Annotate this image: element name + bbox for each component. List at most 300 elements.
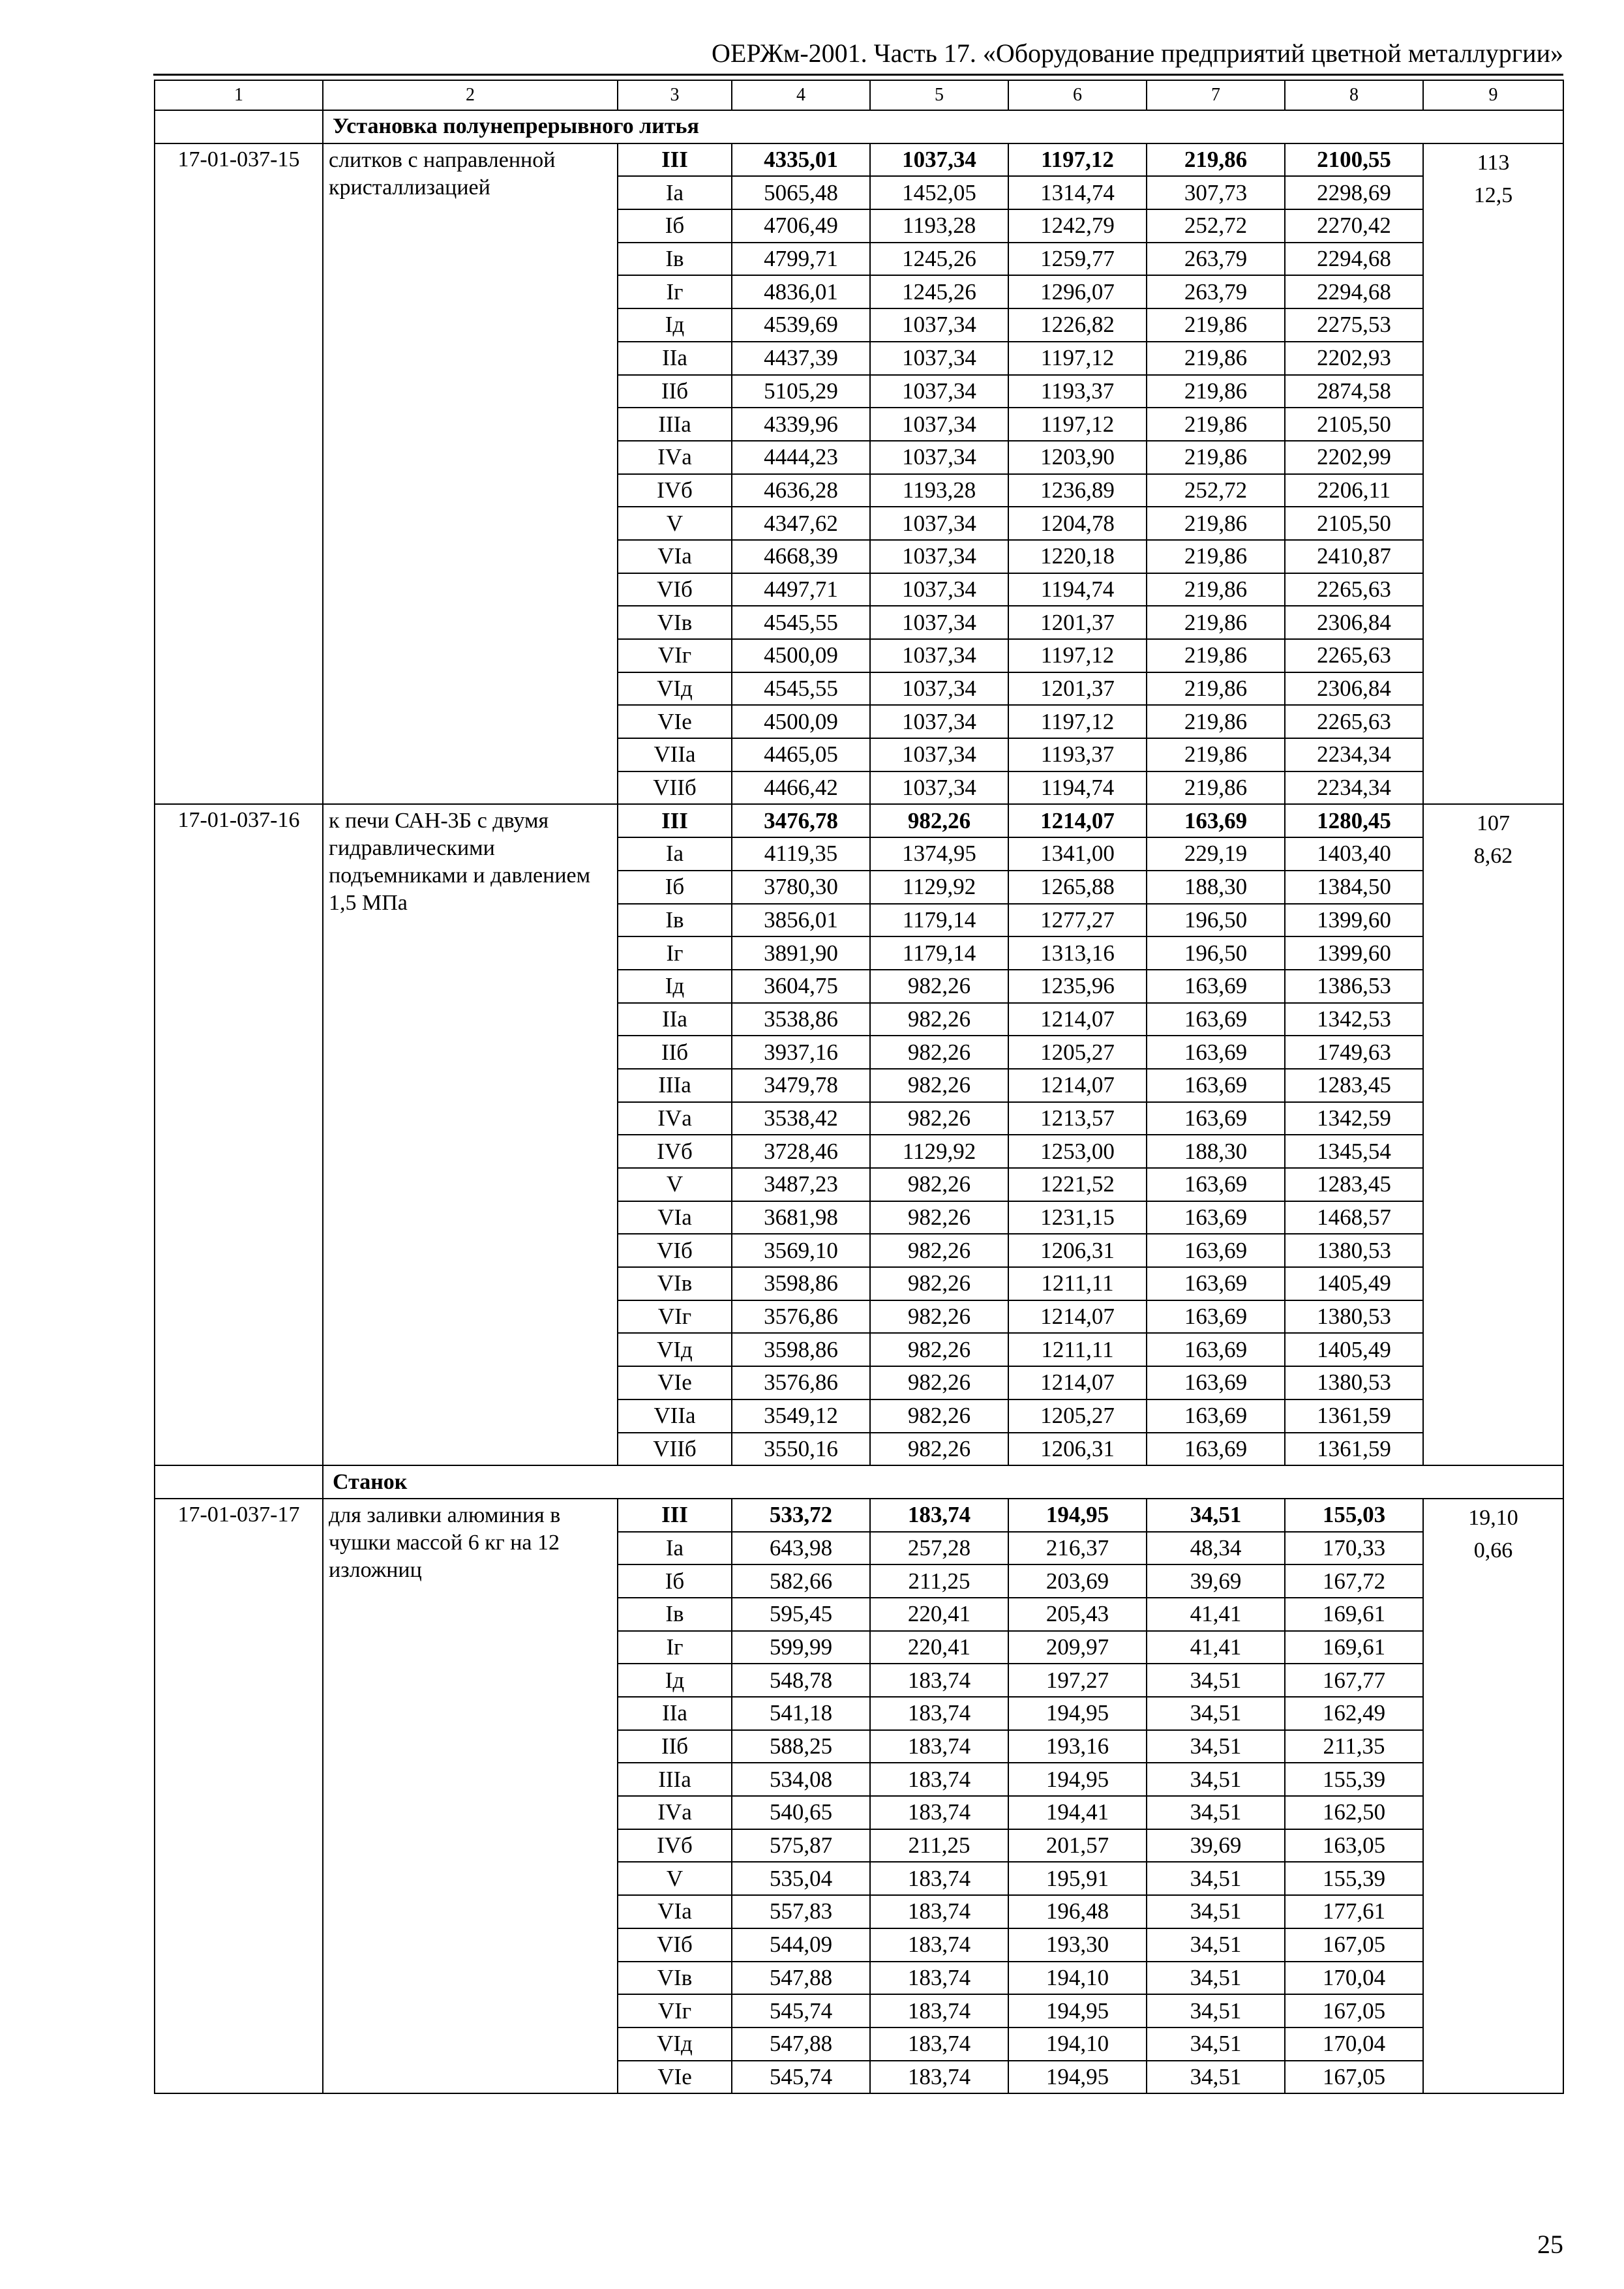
value-cell: 1380,53 [1285,1300,1423,1334]
value-cell: 1374,95 [870,837,1008,871]
value-cell: 595,45 [732,1598,870,1631]
value-cell: 1468,57 [1285,1201,1423,1234]
value-cell: 1197,12 [1008,408,1147,441]
value-cell: 544,09 [732,1928,870,1962]
value-cell: 3487,23 [732,1168,870,1201]
value-cell: 169,61 [1285,1631,1423,1664]
value-cell: 1197,12 [1008,342,1147,375]
value-cell: 982,26 [870,1069,1008,1102]
value-cell: 194,95 [1008,1763,1147,1796]
column-number: 9 [1423,80,1563,110]
value-cell: 643,98 [732,1532,870,1565]
value-cell: 209,97 [1008,1631,1147,1664]
value-cell: 4799,71 [732,243,870,276]
value-cell: 1179,14 [870,936,1008,970]
value-cell: 1197,12 [1008,705,1147,738]
value-cell: 163,69 [1147,1036,1285,1069]
position-code: 17-01-037-15 [155,143,323,805]
position-name: для заливки алюминия в чушки массой 6 кг на 12 изложниц [323,1499,618,2093]
value-cell: 547,88 [732,1962,870,1995]
section-title: Установка полунепрерывного литья [323,110,1563,143]
value-cell: 1749,63 [1285,1036,1423,1069]
value-cell: 3569,10 [732,1234,870,1267]
value-cell: 3538,86 [732,1003,870,1036]
value-cell: 4466,42 [732,771,870,805]
value-cell: 183,74 [870,1499,1008,1532]
value-cell: 3891,90 [732,936,870,970]
value-cell: 3550,16 [732,1433,870,1466]
value-cell: 1201,37 [1008,606,1147,639]
value-cell: 1452,05 [870,176,1008,209]
value-cell: 183,74 [870,1862,1008,1895]
value-cell: 183,74 [870,1994,1008,2027]
value-cell: 1193,28 [870,209,1008,243]
zone-cell: IVб [618,1829,732,1863]
value-cell: 534,08 [732,1763,870,1796]
value-cell: 307,73 [1147,176,1285,209]
value-cell: 1193,37 [1008,738,1147,771]
zone-cell: IVа [618,441,732,474]
value-cell: 1037,34 [870,573,1008,606]
zone-cell: IIIа [618,1763,732,1796]
value-cell: 2105,50 [1285,507,1423,540]
value-cell: 183,74 [870,1730,1008,1763]
value-cell: 1037,34 [870,375,1008,408]
value-cell: 1194,74 [1008,771,1147,805]
value-cell: 982,26 [870,1399,1008,1433]
value-cell: 3856,01 [732,904,870,937]
column-9-value: 113 [1477,150,1510,175]
column-9-cell [1423,143,1563,805]
column-9-value: 107 [1477,811,1510,836]
value-cell: 34,51 [1147,1499,1285,1532]
zone-cell: VIв [618,1267,732,1300]
value-cell: 183,74 [870,1962,1008,1995]
value-cell: 163,69 [1147,1433,1285,1466]
zone-cell: VIа [618,540,732,573]
value-cell: 4437,39 [732,342,870,375]
value-cell: 1179,14 [870,904,1008,937]
value-cell: 183,74 [870,1796,1008,1829]
value-cell: 1226,82 [1008,308,1147,342]
value-cell: 3598,86 [732,1267,870,1300]
value-cell: 163,69 [1147,1102,1285,1135]
value-cell: 211,25 [870,1564,1008,1598]
value-cell: 4339,96 [732,408,870,441]
value-cell: 2234,34 [1285,771,1423,805]
value-cell: 219,86 [1147,738,1285,771]
zone-cell: IIIа [618,1069,732,1102]
zone-cell: IVб [618,474,732,507]
value-cell: 1221,52 [1008,1168,1147,1201]
value-cell: 39,69 [1147,1829,1285,1863]
value-cell: 2410,87 [1285,540,1423,573]
value-cell: 219,86 [1147,705,1285,738]
value-cell: 2306,84 [1285,606,1423,639]
value-cell: 1201,37 [1008,672,1147,706]
table-body [155,80,1563,2093]
value-cell: 167,77 [1285,1664,1423,1697]
value-cell: 170,04 [1285,1962,1423,1995]
zone-cell: Iд [618,308,732,342]
value-cell: 1296,07 [1008,275,1147,308]
value-cell: 167,72 [1285,1564,1423,1598]
value-cell: 1197,12 [1008,143,1147,177]
value-cell: 1129,92 [870,1135,1008,1168]
value-cell: 982,26 [870,1102,1008,1135]
value-cell: 982,26 [870,1003,1008,1036]
value-cell: 34,51 [1147,2027,1285,2061]
value-cell: 1129,92 [870,871,1008,904]
value-cell: 34,51 [1147,1730,1285,1763]
value-cell: 196,50 [1147,936,1285,970]
value-cell: 1342,53 [1285,1003,1423,1036]
zone-cell: Iг [618,275,732,308]
value-cell: 1037,34 [870,705,1008,738]
zone-cell: VIд [618,1333,732,1366]
value-cell: 982,26 [870,1433,1008,1466]
value-cell: 220,41 [870,1631,1008,1664]
value-cell: 163,69 [1147,1003,1285,1036]
zone-cell: VIг [618,639,732,672]
value-cell: 5065,48 [732,176,870,209]
value-cell: 575,87 [732,1829,870,1863]
value-cell: 1205,27 [1008,1399,1147,1433]
zone-cell: IIIа [618,408,732,441]
position-code: 17-01-037-17 [155,1499,323,2093]
value-cell: 169,61 [1285,1598,1423,1631]
zone-cell: Iд [618,1664,732,1697]
value-cell: 219,86 [1147,143,1285,177]
value-cell: 193,30 [1008,1928,1147,1962]
zone-cell: VIб [618,573,732,606]
zone-cell: V [618,507,732,540]
zone-cell: IIб [618,1036,732,1069]
value-cell: 982,26 [870,1201,1008,1234]
value-cell: 2265,63 [1285,639,1423,672]
table-row [155,143,1563,177]
value-cell: 1214,07 [1008,1300,1147,1334]
value-cell: 34,51 [1147,1994,1285,2027]
value-cell: 163,69 [1147,1267,1285,1300]
zone-cell: IVа [618,1102,732,1135]
value-cell: 219,86 [1147,639,1285,672]
zone-cell: VIIб [618,1433,732,1466]
value-cell: 229,19 [1147,837,1285,871]
value-cell: 183,74 [870,1895,1008,1928]
value-cell: 34,51 [1147,1763,1285,1796]
value-cell: 167,05 [1285,1994,1423,2027]
section-title: Станок [323,1465,1563,1499]
value-cell: 1037,34 [870,342,1008,375]
zone-cell: Iб [618,209,732,243]
value-cell: 34,51 [1147,1796,1285,1829]
value-cell: 216,37 [1008,1532,1147,1565]
value-cell: 4636,28 [732,474,870,507]
value-cell: 1206,31 [1008,1234,1147,1267]
value-cell: 1220,18 [1008,540,1147,573]
page-header: ОЕРЖм-2001. Часть 17. «Оборудование предприятий цветной металлургии» [712,38,1563,68]
column-number: 2 [323,80,618,110]
value-cell: 1206,31 [1008,1433,1147,1466]
value-cell: 155,03 [1285,1499,1423,1532]
value-cell: 205,43 [1008,1598,1147,1631]
value-cell: 34,51 [1147,1895,1285,1928]
value-cell: 219,86 [1147,573,1285,606]
value-cell: 162,50 [1285,1796,1423,1829]
value-cell: 2265,63 [1285,573,1423,606]
value-cell: 219,86 [1147,408,1285,441]
value-cell: 535,04 [732,1862,870,1895]
zone-cell: IIа [618,1697,732,1730]
value-cell: 194,95 [1008,2061,1147,2094]
value-cell: 4444,23 [732,441,870,474]
value-cell: 155,39 [1285,1763,1423,1796]
zone-cell: Iб [618,1564,732,1598]
value-cell: 219,86 [1147,672,1285,706]
column-9-cell [1423,804,1563,1465]
value-cell: 982,26 [870,1333,1008,1366]
value-cell: 183,74 [870,1763,1008,1796]
value-cell: 196,50 [1147,904,1285,937]
zone-cell: VIа [618,1201,732,1234]
value-cell: 1345,54 [1285,1135,1423,1168]
value-cell: 1231,15 [1008,1201,1147,1234]
value-cell: 2306,84 [1285,672,1423,706]
value-cell: 1242,79 [1008,209,1147,243]
value-cell: 1380,53 [1285,1366,1423,1399]
value-cell: 547,88 [732,2027,870,2061]
zone-cell: Iв [618,904,732,937]
value-cell: 541,18 [732,1697,870,1730]
value-cell: 1037,34 [870,639,1008,672]
zone-cell: IIб [618,1730,732,1763]
value-cell: 1405,49 [1285,1333,1423,1366]
value-cell: 167,05 [1285,1928,1423,1962]
value-cell: 48,34 [1147,1532,1285,1565]
value-cell: 1037,34 [870,606,1008,639]
value-cell: 1194,74 [1008,573,1147,606]
value-cell: 193,16 [1008,1730,1147,1763]
value-cell: 1283,45 [1285,1069,1423,1102]
column-number: 7 [1147,80,1285,110]
value-cell: 1342,59 [1285,1102,1423,1135]
value-cell: 4545,55 [732,672,870,706]
value-cell: 188,30 [1147,871,1285,904]
zone-cell: IIб [618,375,732,408]
value-cell: 982,26 [870,1234,1008,1267]
value-cell: 548,78 [732,1664,870,1697]
value-cell: 1245,26 [870,275,1008,308]
value-cell: 203,69 [1008,1564,1147,1598]
value-cell: 194,95 [1008,1499,1147,1532]
column-9-value: 8,62 [1473,844,1513,869]
value-cell: 211,25 [870,1829,1008,1863]
value-cell: 252,72 [1147,209,1285,243]
value-cell: 2275,53 [1285,308,1423,342]
value-cell: 219,86 [1147,375,1285,408]
value-cell: 163,69 [1147,1333,1285,1366]
value-cell: 41,41 [1147,1631,1285,1664]
value-cell: 4706,49 [732,209,870,243]
zone-cell: Iв [618,243,732,276]
value-cell: 5105,29 [732,375,870,408]
value-cell: 162,49 [1285,1697,1423,1730]
column-9-value: 19,10 [1468,1505,1518,1530]
value-cell: 4545,55 [732,606,870,639]
value-cell: 1314,74 [1008,176,1147,209]
value-cell: 194,41 [1008,1796,1147,1829]
value-cell: 982,26 [870,1300,1008,1334]
value-cell: 3780,30 [732,871,870,904]
value-cell: 540,65 [732,1796,870,1829]
zone-cell: III [618,1499,732,1532]
value-cell: 982,26 [870,804,1008,837]
value-cell: 220,41 [870,1598,1008,1631]
zone-cell: VIе [618,1366,732,1399]
value-cell: 155,39 [1285,1862,1423,1895]
value-cell: 34,51 [1147,1862,1285,1895]
value-cell: 1214,07 [1008,804,1147,837]
value-cell: 1341,00 [1008,837,1147,871]
value-cell: 201,57 [1008,1829,1147,1863]
value-cell: 1037,34 [870,738,1008,771]
value-cell: 4465,05 [732,738,870,771]
price-table [154,80,1564,2094]
zone-cell: Iб [618,871,732,904]
value-cell: 34,51 [1147,1928,1285,1962]
zone-cell: IVа [618,1796,732,1829]
value-cell: 588,25 [732,1730,870,1763]
value-cell: 183,74 [870,1664,1008,1697]
column-number: 6 [1008,80,1147,110]
zone-cell: V [618,1862,732,1895]
value-cell: 1197,12 [1008,639,1147,672]
value-cell: 183,74 [870,1928,1008,1962]
value-cell: 163,69 [1147,1399,1285,1433]
value-cell: 257,28 [870,1532,1008,1565]
value-cell: 163,69 [1147,1069,1285,1102]
value-cell: 4347,62 [732,507,870,540]
value-cell: 1361,59 [1285,1433,1423,1466]
value-cell: 1399,60 [1285,936,1423,970]
zone-cell: VIд [618,672,732,706]
value-cell: 4500,09 [732,705,870,738]
value-cell: 599,99 [732,1631,870,1664]
value-cell: 3604,75 [732,970,870,1003]
zone-cell: Iд [618,970,732,1003]
value-cell: 2234,34 [1285,738,1423,771]
value-cell: 3681,98 [732,1201,870,1234]
value-cell: 1313,16 [1008,936,1147,970]
value-cell: 219,86 [1147,308,1285,342]
value-cell: 582,66 [732,1564,870,1598]
value-cell: 3937,16 [732,1036,870,1069]
value-cell: 1236,89 [1008,474,1147,507]
value-cell: 1277,27 [1008,904,1147,937]
value-cell: 1037,34 [870,540,1008,573]
zone-cell: VIг [618,1994,732,2027]
column-9-cell [1423,1499,1563,2093]
section-left-cell [155,1465,323,1499]
value-cell: 219,86 [1147,342,1285,375]
value-cell: 1280,45 [1285,804,1423,837]
value-cell: 1386,53 [1285,970,1423,1003]
zone-cell: VIг [618,1300,732,1334]
value-cell: 1037,34 [870,771,1008,805]
value-cell: 219,86 [1147,606,1285,639]
value-cell: 3549,12 [732,1399,870,1433]
value-cell: 1193,37 [1008,375,1147,408]
value-cell: 39,69 [1147,1564,1285,1598]
zone-cell: VIб [618,1234,732,1267]
value-cell: 1405,49 [1285,1267,1423,1300]
value-cell: 163,69 [1147,804,1285,837]
position-name: к печи САН-3Б с двумя гидравлическими подъемниками и давлением 1,5 МПа [323,804,618,1465]
column-number: 8 [1285,80,1423,110]
value-cell: 2874,58 [1285,375,1423,408]
section-left-cell [155,110,323,143]
value-cell: 1204,78 [1008,507,1147,540]
value-cell: 4335,01 [732,143,870,177]
value-cell: 1037,34 [870,308,1008,342]
value-cell: 1037,34 [870,441,1008,474]
value-cell: 34,51 [1147,1962,1285,1995]
column-number: 4 [732,80,870,110]
value-cell: 1214,07 [1008,1366,1147,1399]
value-cell: 1193,28 [870,474,1008,507]
zone-cell: VIд [618,2027,732,2061]
value-cell: 211,35 [1285,1730,1423,1763]
value-cell: 982,26 [870,1168,1008,1201]
value-cell: 263,79 [1147,275,1285,308]
value-cell: 3479,78 [732,1069,870,1102]
zone-cell: IIа [618,342,732,375]
value-cell: 3476,78 [732,804,870,837]
value-cell: 1203,90 [1008,441,1147,474]
zone-cell: VIв [618,1962,732,1995]
value-cell: 170,33 [1285,1532,1423,1565]
value-cell: 194,95 [1008,1697,1147,1730]
zone-cell: VIIа [618,1399,732,1433]
value-cell: 4119,35 [732,837,870,871]
value-cell: 1235,96 [1008,970,1147,1003]
zone-cell: Iа [618,1532,732,1565]
value-cell: 1211,11 [1008,1333,1147,1366]
value-cell: 1037,34 [870,507,1008,540]
value-cell: 545,74 [732,1994,870,2027]
column-number-row [155,80,1563,110]
value-cell: 1259,77 [1008,243,1147,276]
table-row [155,1499,1563,1532]
value-cell: 1253,00 [1008,1135,1147,1168]
section-row [155,1465,1563,1499]
zone-cell: VIIб [618,771,732,805]
value-cell: 163,69 [1147,1201,1285,1234]
value-cell: 982,26 [870,970,1008,1003]
value-cell: 3728,46 [732,1135,870,1168]
value-cell: 219,86 [1147,771,1285,805]
value-cell: 2202,93 [1285,342,1423,375]
value-cell: 982,26 [870,1366,1008,1399]
value-cell: 163,05 [1285,1829,1423,1863]
value-cell: 3576,86 [732,1300,870,1334]
value-cell: 194,10 [1008,2027,1147,2061]
value-cell: 41,41 [1147,1598,1285,1631]
value-cell: 1214,07 [1008,1069,1147,1102]
value-cell: 2294,68 [1285,243,1423,276]
value-cell: 1205,27 [1008,1036,1147,1069]
